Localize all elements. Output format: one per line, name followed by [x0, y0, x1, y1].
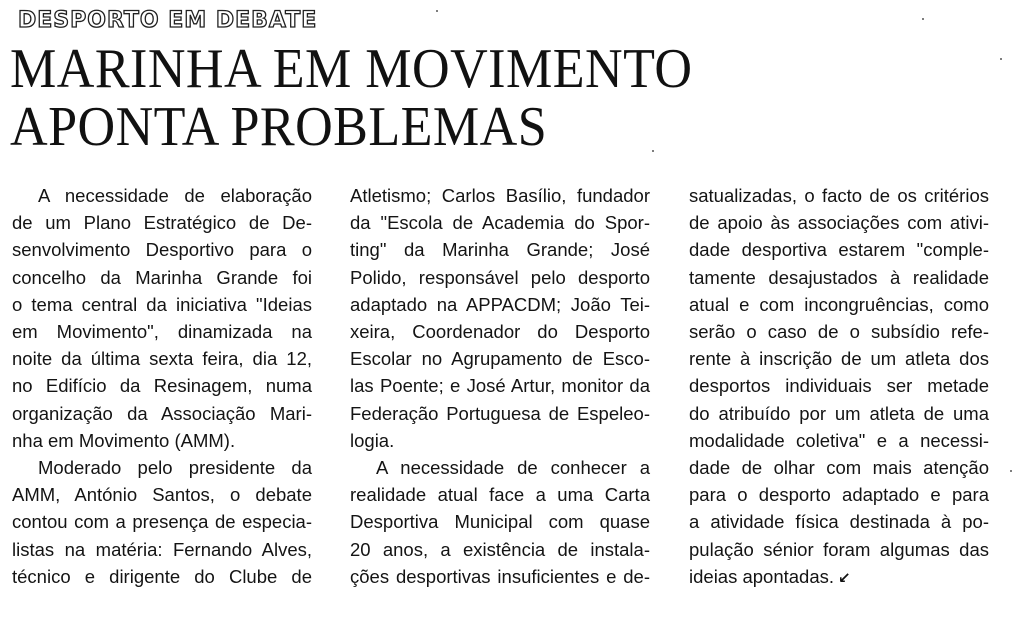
- text-line: Atletismo; Carlos Basílio, fundador: [350, 185, 650, 206]
- text-line: AMM, António Santos, o debate: [12, 484, 312, 506]
- text-line: Polido, responsável pelo desporto: [350, 266, 650, 288]
- text-line: A necessidade de conhecer a: [376, 457, 650, 479]
- text-line: dade de olhar com mais atenção: [689, 457, 989, 479]
- text-line: senvolvimento Desportivo para o: [12, 239, 312, 261]
- headline-line-2: APONTA PROBLEMAS: [10, 96, 548, 158]
- text-line: Moderado pelo presidente da: [38, 457, 312, 479]
- text-column-2: [350, 182, 650, 590]
- text-line: do atribuído por um atleta de uma: [689, 402, 989, 424]
- print-speck: [1010, 470, 1012, 472]
- print-speck: [1000, 58, 1002, 60]
- text-line: satualizadas, o facto de os critérios: [689, 185, 989, 206]
- print-speck: [922, 18, 924, 20]
- text-line: contou com a presença de especia-: [12, 511, 312, 533]
- text-line: Escolar no Agrupamento de Esco-: [350, 348, 650, 370]
- text-line: concelho da Marinha Grande foi: [12, 266, 312, 288]
- text-line: modalidade coletiva" e a necessi-: [689, 429, 989, 451]
- text-line: desportos individuais ser metade: [689, 375, 989, 397]
- text-line: no Edifício da Resinagem, numa: [12, 375, 312, 397]
- text-line: a atividade física destinada à po-: [689, 511, 989, 533]
- text-line: serão o caso de o subsídio refe-: [689, 321, 989, 343]
- text-line: atual e com incongruências, como: [689, 293, 989, 315]
- section-kicker: DESPORTO EM DEBATE: [18, 8, 318, 33]
- final-line-text: ideias apontadas.: [689, 565, 835, 587]
- text-line: A necessidade de elaboração: [38, 185, 312, 206]
- text-line: ções desportivas insuficientes e de-: [350, 565, 650, 587]
- text-line: dade desportiva estarem "comple-: [689, 239, 989, 261]
- text-line: organização da Associação Mari-: [12, 402, 312, 424]
- text-line: da "Escola de Academia do Spor-: [350, 212, 650, 234]
- print-speck: [652, 150, 654, 152]
- print-speck: [436, 10, 438, 12]
- text-line: adaptado na APPACDM; João Tei-: [350, 293, 650, 315]
- text-line: técnico e dirigente do Clube de: [12, 565, 312, 587]
- text-line: de um Plano Estratégico de De-: [12, 212, 312, 234]
- text-line: em Movimento", dinamizada na: [12, 321, 312, 343]
- end-of-article-icon: ↙: [838, 568, 851, 587]
- text-line: noite da última sexta feira, dia 12,: [12, 348, 312, 370]
- text-line: Federação Portuguesa de Espeleo-: [350, 402, 650, 424]
- text-column-3: [689, 182, 989, 592]
- text-line: de apoio às associações com ativi-: [689, 212, 989, 234]
- text-line: realidade atual face a uma Carta: [350, 484, 650, 506]
- text-line: las Poente; e José Artur, monitor da: [350, 375, 650, 397]
- text-line: tamente desajustados à realidade: [689, 266, 989, 288]
- article-headline: [10, 40, 693, 156]
- text-line: listas na matéria: Fernando Alves,: [12, 538, 312, 560]
- text-line: rente à inscrição de um atleta dos: [689, 348, 989, 370]
- text-line: xeira, Coordenador do Desporto: [350, 321, 650, 343]
- text-line: o tema central da iniciativa "Ideias: [12, 293, 312, 315]
- text-line: 20 anos, a existência de instala-: [350, 538, 650, 560]
- text-line-final: [689, 563, 989, 592]
- text-line: logia.: [350, 429, 395, 451]
- text-line: pulação sénior foram algumas das: [689, 538, 989, 560]
- text-line: ting" da Marinha Grande; José: [350, 239, 650, 261]
- headline-line-1: MARINHA EM MOVIMENTO: [10, 38, 693, 100]
- text-line: Desportiva Municipal com quase: [350, 511, 650, 533]
- text-column-1: [12, 182, 312, 590]
- text-line: nha em Movimento (AMM).: [12, 429, 236, 451]
- text-line: para o desporto adaptado e para: [689, 484, 989, 506]
